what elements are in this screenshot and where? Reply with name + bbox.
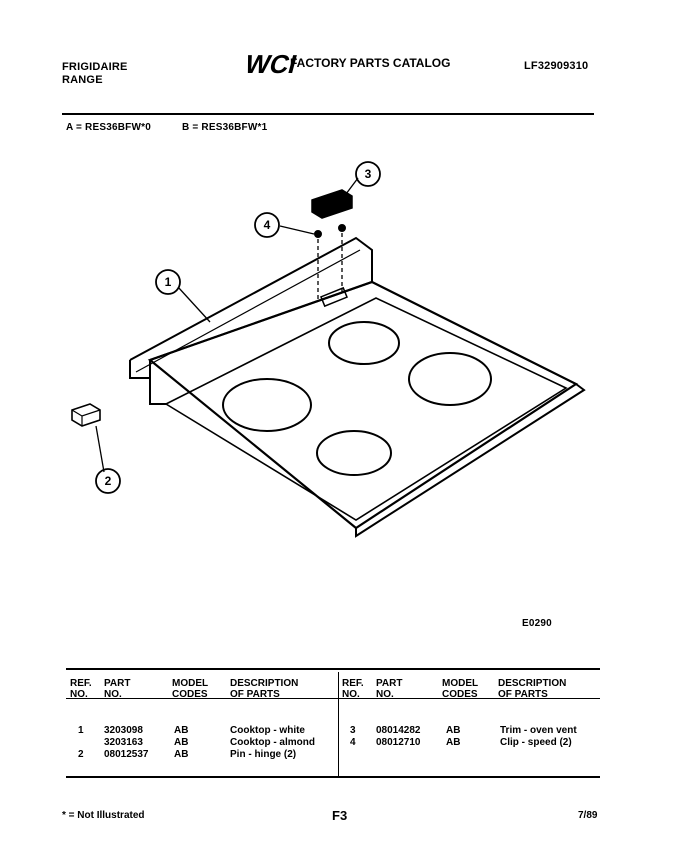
clip-left <box>315 231 321 237</box>
header-part-right: PART NO. <box>376 678 403 700</box>
callout-3: 3 <box>364 167 372 181</box>
row-part: 3203098 <box>104 725 143 736</box>
row-desc: Cooktop - white <box>230 725 305 736</box>
backsplash-left-end <box>130 360 150 378</box>
table-bottom-rule <box>66 776 600 778</box>
leader-3 <box>346 178 358 194</box>
burner-opening-front-right <box>317 431 391 475</box>
header-ref: REF. NO. <box>70 678 92 700</box>
burner-opening-rear-right <box>409 353 491 405</box>
backsplash-top-line <box>136 250 360 372</box>
vent-slot <box>321 288 347 306</box>
row-model: AB <box>174 725 189 736</box>
row-ref: 4 <box>350 737 356 748</box>
row-ref: 1 <box>78 725 84 736</box>
row-part: 08012537 <box>104 749 149 760</box>
footnote: * = Not Illustrated <box>62 810 145 821</box>
header-desc: DESCRIPTION OF PARTS <box>230 678 299 700</box>
catalog-title: FACTORY PARTS CATALOG <box>290 56 451 70</box>
wci-logo <box>238 48 301 79</box>
row-ref: 3 <box>350 725 356 736</box>
header-model: MODEL CODES <box>172 678 209 700</box>
row-desc: Trim - oven vent <box>500 725 577 736</box>
assembly-lines <box>318 226 342 300</box>
table-top-rule <box>66 668 600 670</box>
leader-4 <box>280 226 314 234</box>
cooktop-inner-rim <box>166 298 566 520</box>
row-part: 3203163 <box>104 737 143 748</box>
parts-table <box>66 668 600 780</box>
callout-1: 1 <box>164 275 172 289</box>
row-model: AB <box>446 725 461 736</box>
row-model: AB <box>174 737 189 748</box>
row-desc: Clip - speed (2) <box>500 737 572 748</box>
row-desc: Pin - hinge (2) <box>230 749 297 760</box>
row-model: AB <box>446 737 461 748</box>
catalog-number: LF32909310 <box>524 60 589 72</box>
hinge-pin-edges <box>72 410 100 426</box>
model-a: A = RES36BFW*0 <box>66 122 151 133</box>
trim-part <box>312 190 352 218</box>
backsplash <box>130 238 372 360</box>
row-desc: Cooktop - almond <box>230 737 315 748</box>
table-divider <box>338 672 339 776</box>
model-b: B = RES36BFW*1 <box>182 122 268 133</box>
header-part: PART NO. <box>104 678 131 700</box>
burner-opening-front-left <box>223 379 311 431</box>
header-model-right: MODEL CODES <box>442 678 479 700</box>
row-part: 08014282 <box>376 725 421 736</box>
row-ref: 2 <box>78 749 84 760</box>
page-number: F3 <box>332 808 348 823</box>
leader-1 <box>178 287 210 322</box>
callout-4: 4 <box>263 218 271 232</box>
header-rule <box>62 113 594 115</box>
row-model: AB <box>174 749 189 760</box>
header-desc-right: DESCRIPTION OF PARTS <box>498 678 567 700</box>
backsplash-side <box>150 378 166 404</box>
product-type: RANGE <box>62 74 103 86</box>
exploded-diagram <box>0 140 680 645</box>
leader-2 <box>96 426 104 472</box>
logo-text: WCI <box>241 49 301 79</box>
header-ref-right: REF. NO. <box>342 678 364 700</box>
row-part: 08012710 <box>376 737 421 748</box>
clip-right <box>339 225 345 231</box>
burner-opening-rear-left <box>329 322 399 364</box>
catalog-date: 7/89 <box>578 810 598 821</box>
brand-name: FRIGIDAIRE <box>62 61 128 73</box>
cooktop-outline <box>150 282 576 528</box>
diagram-code: E0290 <box>522 618 552 629</box>
callout-2: 2 <box>104 474 112 488</box>
